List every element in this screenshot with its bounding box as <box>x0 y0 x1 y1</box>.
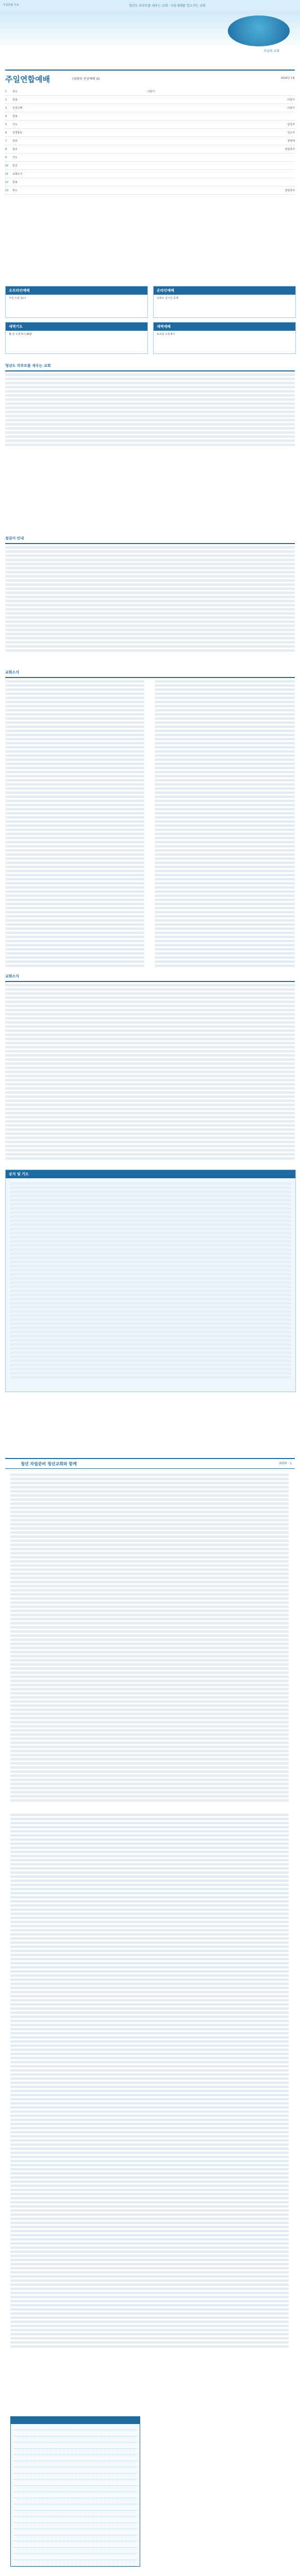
worship-order-list <box>5 88 295 195</box>
order-who: 담임목사 <box>285 189 295 192</box>
order-num: 4 <box>5 114 7 118</box>
order-num: 13 <box>5 189 9 192</box>
notice-text <box>10 1182 291 1380</box>
text-block <box>5 374 295 448</box>
order-row <box>5 162 295 170</box>
order-row <box>5 170 295 178</box>
side-panel-rows <box>11 2424 140 2566</box>
order-row <box>5 178 295 187</box>
info-box <box>5 322 148 354</box>
order-num: 9 <box>5 156 7 159</box>
order-who: 찬양대 <box>287 140 295 143</box>
order-row <box>5 187 295 195</box>
order-name: 찬송 <box>12 181 18 184</box>
info-box <box>153 322 296 354</box>
order-who: 다같이 <box>287 107 295 110</box>
info-box-title: 오프라인예배 <box>6 286 147 295</box>
article-body-continued <box>10 1814 289 2349</box>
news2-section-title: 교회소식 <box>5 974 295 982</box>
order-name: 축도 <box>12 189 18 192</box>
order-row <box>5 154 295 162</box>
order-row <box>5 145 295 154</box>
order-row <box>5 88 295 96</box>
notice-box <box>5 1170 296 1392</box>
order-num: 2 <box>5 98 7 101</box>
members-table <box>5 546 295 653</box>
order-name: 헌금 <box>12 164 18 167</box>
order-name: 신앙고백 <box>12 107 23 110</box>
info-box-title: 새벽예배 <box>154 323 295 331</box>
info-box-body: 유튜브 실시간 중계 <box>157 297 178 300</box>
order-name: 교회소식 <box>12 173 23 176</box>
side-panel <box>10 2416 140 2567</box>
top-bar <box>0 0 300 10</box>
order-num: 1 <box>5 90 7 93</box>
order-row <box>5 96 295 104</box>
worship-date: 2020년 1월 <box>280 77 295 80</box>
worship-title-row <box>5 70 295 86</box>
church-logo-icon <box>228 15 290 46</box>
hero-banner <box>0 10 300 67</box>
info-box-body: 주일 오전 11시 <box>9 297 26 300</box>
order-row <box>5 121 295 129</box>
order-name: 성경봉독 <box>12 131 23 134</box>
order-num: 7 <box>5 139 7 143</box>
order-row <box>5 129 295 137</box>
order-num: 8 <box>5 147 7 151</box>
article-title: 청년 자립준비 청년교회와 함께 <box>21 1462 77 1466</box>
order-name: 설교 <box>12 148 18 151</box>
info-box <box>153 286 296 318</box>
worship-subtitle: (영화와 찬양예배 O) <box>72 77 100 81</box>
order-who: 담임목사 <box>285 148 295 151</box>
members-section-title: 섬김이 안내 <box>5 536 295 544</box>
edition-label: 주일연합 주보 <box>3 4 19 7</box>
logo-text: 주님의 교회 <box>263 49 279 53</box>
order-row <box>5 112 295 121</box>
order-name: 기도 <box>12 123 18 126</box>
news1-left-column <box>5 680 144 969</box>
order-row <box>5 104 295 112</box>
order-name: 묵도 <box>12 90 18 93</box>
order-num: 10 <box>5 164 9 167</box>
church-slogan: 청년도 리부트를 세우는 교회 · 다음세대를 일으키는 교회 <box>129 4 206 8</box>
order-num: 5 <box>5 123 7 126</box>
article-number: 2020 · 1 <box>279 1462 292 1465</box>
order-num: 3 <box>5 106 7 110</box>
calendar-section-title: 청년도 리부트를 세우는 교회 <box>5 363 295 371</box>
order-content: 다같이 <box>147 90 155 93</box>
info-box-title: 새벽기도 <box>6 323 147 331</box>
notice-title: 공지 및 기도 <box>6 1170 295 1178</box>
order-name: 기도 <box>12 156 18 159</box>
order-num: 6 <box>5 131 7 134</box>
info-box-body: 월-금 오전 5시 30분 <box>9 333 32 336</box>
info-box-body: 토요일 오전 6시 <box>157 333 175 336</box>
article-header <box>5 1458 295 1469</box>
order-who: 담당자 <box>287 123 295 126</box>
order-num: 11 <box>5 172 9 176</box>
article-body <box>10 1473 289 1803</box>
info-box <box>5 286 148 318</box>
side-panel-title <box>11 2417 140 2424</box>
news1-section-title: 교회소식 <box>5 670 295 678</box>
order-row <box>5 137 295 145</box>
order-who: 인도자 <box>287 131 295 134</box>
order-name: 찬송 <box>12 115 18 118</box>
order-who: 다같이 <box>287 98 295 101</box>
order-name: 찬양 <box>12 140 18 143</box>
order-num: 12 <box>5 180 9 184</box>
info-box-title: 온라인예배 <box>154 286 295 295</box>
order-name: 찬송 <box>12 98 18 101</box>
news1-right-column <box>155 680 295 969</box>
worship-title: 주일연합예배 <box>5 75 50 84</box>
service-info-grid <box>5 286 295 358</box>
news2-text <box>5 984 295 1161</box>
